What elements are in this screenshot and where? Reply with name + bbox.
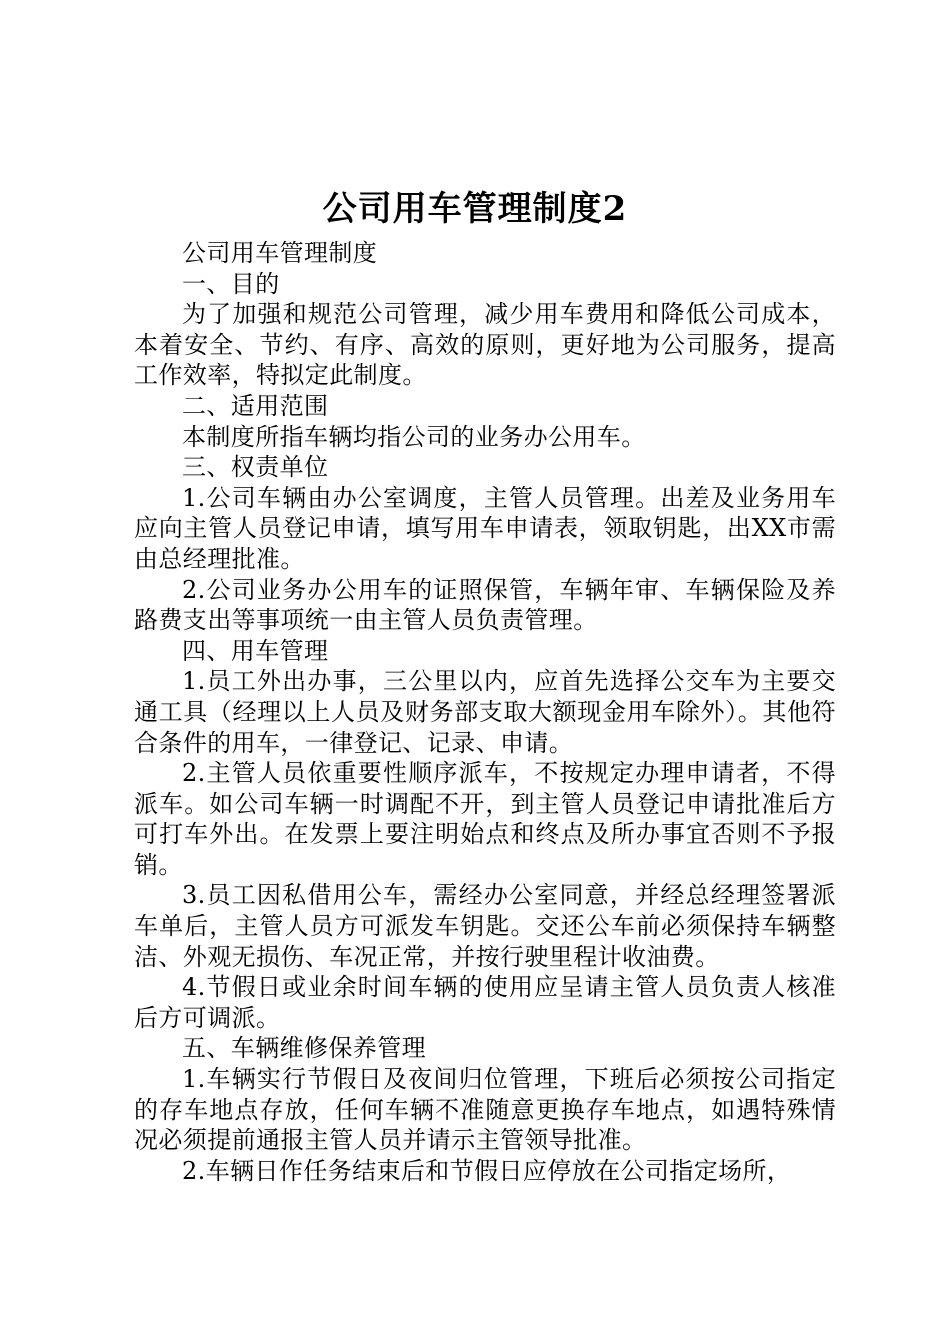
section-heading-maintenance: 五、车辆维修保养管理 — [182, 1034, 426, 1063]
paragraph-heading: 公司用车管理制度 — [182, 239, 378, 267]
paragraph: 1.公司车辆由办公室调度，主管人员管理。出差及业务用车应向主管人员登记申请，填写用车申请表，领取钥匙，出XX市需由总经理批准。 — [134, 483, 836, 573]
document-title: 公司用车管理制度2 — [322, 189, 628, 229]
paragraph: 2.主管人员依重要性顺序派车，不按规定办理申请者，不得派车。如公司车辆一时调配不开，到主管人员登记申请批准后方可打车外出。在发票上要注明始点和终点及所办事宜否则不予报销。 — [134, 759, 836, 879]
paragraph: 2.车辆日作任务结束后和节假日应停放在公司指定场所， — [182, 1156, 792, 1185]
section-heading-responsibility: 三、权责单位 — [182, 453, 329, 482]
paragraph: 为了加强和规范公司管理，减少用车费用和降低公司成本，本着安全、节约、有序、高效的原则，更好地为公司服务，提高工作效率，特拟定此制度。 — [134, 300, 836, 390]
section-heading-vehicle-use: 四、用车管理 — [182, 636, 329, 665]
paragraph: 本制度所指车辆均指公司的业务办公用车。 — [182, 422, 646, 451]
section-heading-purpose: 一、目的 — [182, 269, 280, 298]
document-body — [134, 238, 836, 1186]
paragraph: 1.车辆实行节假日及夜间归位管理，下班后必须按公司指定的存车地点存放，任何车辆不准随意更换存车地点，如遇特殊情况必须提前通报主管人员并请示主管领导批准。 — [134, 1065, 836, 1155]
paragraph: 4.节假日或业余时间车辆的使用应呈请主管人员负责人核准后方可调派。 — [134, 973, 836, 1032]
section-heading-scope: 二、适用范围 — [182, 391, 329, 420]
paragraph: 3.员工因私借用公车，需经办公室同意，并经总经理签署派车单后，主管人员方可派发车钥匙。交还公车前必须保持车辆整洁、外观无损伤、车况正常，并按行驶里程计收油费。 — [134, 881, 836, 971]
paragraph: 2.公司业务办公用车的证照保管，车辆年审、车辆保险及养路费支出等事项统一由主管人员负责管理。 — [134, 575, 836, 635]
paragraph: 1.员工外出办事，三公里以内，应首先选择公交车为主要交通工具（经理以上人员及财务部支取大额现金用车除外）。其他符合条件的用车，一律登记、记录、申请。 — [134, 667, 836, 757]
